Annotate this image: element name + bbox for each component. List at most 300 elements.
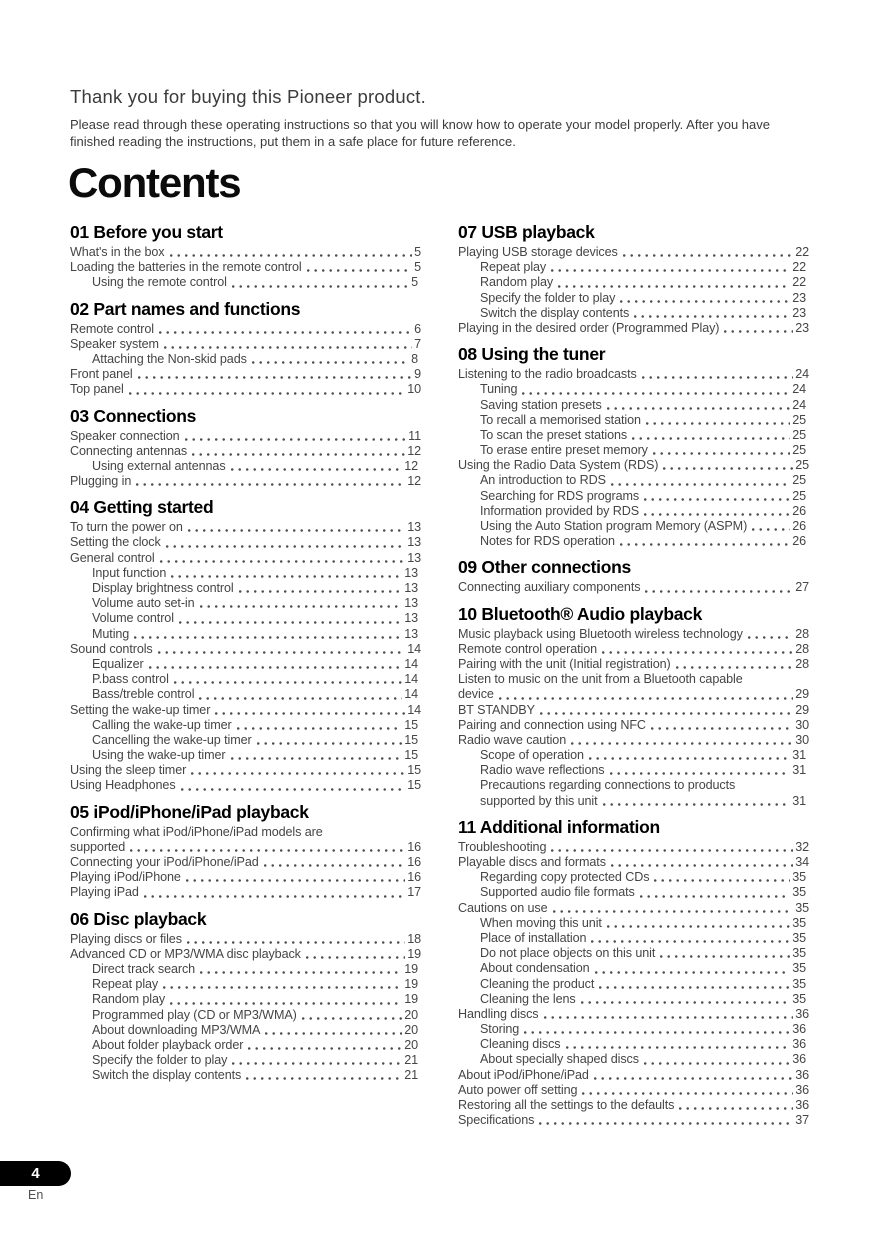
- toc-entry: [458, 840, 809, 855]
- dot-leader: [582, 1083, 793, 1098]
- toc-entry-label: Remote control: [70, 321, 154, 336]
- intro-body: Please read through these operating instructions so that you will know how to operate your model properly. After you have finished reading the instructions, put them in a safe place for future reference.: [70, 117, 770, 149]
- toc-entry-label: About iPod/iPhone/iPad: [458, 1067, 589, 1082]
- toc-entry-page: 5: [414, 260, 421, 275]
- toc-entry-label: Using the wake-up timer: [92, 748, 226, 763]
- toc-section: [70, 497, 421, 793]
- toc-entry-label: Connecting antennas: [70, 443, 188, 458]
- toc-entry-label: Scope of operation: [480, 748, 584, 763]
- toc-entry: [458, 504, 809, 519]
- toc-entry-label: Music playback using Bluetooth wireless technology: [458, 626, 743, 641]
- toc-entry-label: Playing USB storage devices: [458, 245, 618, 259]
- toc-entry: [458, 1068, 809, 1083]
- toc-entry-label: Advanced CD or MP3/WMA disc playback: [70, 946, 301, 961]
- toc-entry-label: Display brightness control: [92, 581, 234, 595]
- toc-entry: [458, 992, 809, 1007]
- toc-section-title: 01 Before you start: [70, 222, 223, 242]
- toc-entry: [458, 627, 809, 642]
- toc-entry-page: 35: [792, 991, 806, 1006]
- dot-leader: [200, 962, 402, 977]
- dot-leader: [174, 672, 402, 687]
- toc-entry-page: 20: [404, 1007, 418, 1022]
- toc-entry-label: Random play: [92, 992, 166, 1007]
- toc-entry: [70, 1068, 421, 1083]
- toc-entry: [458, 718, 809, 733]
- toc-entry-page: 35: [792, 885, 806, 900]
- toc-section-title: 11 Additional information: [458, 816, 660, 837]
- dot-leader: [160, 551, 406, 566]
- toc-entry-page: 36: [795, 1082, 809, 1097]
- toc-entry-label: supported by this unit: [480, 793, 598, 808]
- toc-entry-page: 35: [792, 976, 806, 991]
- toc-entry-label: Using the remote control: [92, 275, 227, 290]
- toc-entry-label: Specify the folder to play: [92, 1053, 228, 1068]
- toc-entry: [70, 535, 421, 550]
- toc-section-entries: [70, 322, 421, 398]
- dot-leader: [130, 840, 405, 855]
- toc-entry: [458, 885, 809, 900]
- toc-entry: [70, 977, 421, 992]
- dot-leader: [644, 489, 790, 504]
- toc-entry: [458, 687, 809, 702]
- toc-entry-page: 13: [404, 581, 418, 595]
- toc-entry-page: 8: [411, 351, 418, 366]
- toc-entry-page: 14: [407, 641, 421, 656]
- toc-entry-page: 13: [407, 550, 421, 565]
- toc-entry-page: 34: [795, 855, 809, 869]
- toc-section: [70, 222, 421, 291]
- toc-section-title: 07 USB playback: [458, 222, 595, 242]
- dot-leader: [558, 275, 790, 290]
- toc-entry-label: Specify the folder to play: [480, 290, 616, 305]
- toc-entry-label: Programmed play (CD or MP3/WMA): [92, 1007, 297, 1022]
- dot-leader: [136, 474, 405, 489]
- dot-leader: [602, 642, 793, 657]
- toc-entry-page: 31: [792, 748, 806, 763]
- toc-entry: [458, 321, 809, 336]
- toc-entry: [70, 551, 421, 566]
- toc-entry: [70, 870, 421, 885]
- dot-leader: [651, 718, 793, 733]
- dot-leader: [158, 642, 406, 657]
- dot-leader: [752, 519, 790, 534]
- dot-leader: [134, 627, 402, 642]
- toc-entry: [458, 946, 809, 961]
- toc-entry-page: 25: [795, 458, 809, 473]
- toc-section-title: 06 Disc playback: [70, 908, 207, 929]
- toc-entry-label: Using the sleep timer: [70, 763, 187, 778]
- toc-entry: [458, 382, 809, 397]
- dot-leader: [248, 1038, 402, 1053]
- toc-entry-label: BT STANDBY: [458, 702, 535, 717]
- toc-entry-label: Listen to music on the unit from a Bluetooth capable: [458, 672, 743, 687]
- toc-entry-label: Muting: [92, 626, 130, 641]
- toc-section-title: 02 Part names and functions: [70, 298, 301, 319]
- toc-entry: [458, 657, 809, 672]
- dot-leader: [620, 291, 790, 306]
- toc-entry-page: 19: [407, 946, 421, 961]
- toc-entry-page: 36: [795, 1098, 809, 1112]
- toc-entry: [458, 398, 809, 413]
- toc-entry: [70, 337, 421, 352]
- toc-entry: [70, 596, 421, 611]
- toc-entry: [458, 1113, 809, 1128]
- toc-entry-page: 19: [404, 977, 418, 992]
- toc-entry-label: Pairing with the unit (Initial registration): [458, 656, 671, 671]
- toc-section: [70, 802, 421, 901]
- toc-entry-label: What's in the box: [70, 245, 165, 259]
- toc-entry: [70, 885, 421, 900]
- toc-entry-label: Pairing and connection using NFC: [458, 717, 646, 732]
- toc-entry-page: 36: [792, 1037, 806, 1052]
- dot-leader: [540, 703, 793, 718]
- toc-entry: [458, 275, 809, 290]
- toc-entry: [70, 566, 421, 581]
- dot-leader: [566, 1037, 791, 1052]
- toc-entry-page: 15: [407, 778, 421, 793]
- toc-entry-page: 35: [792, 946, 806, 961]
- toc-entry: [70, 763, 421, 778]
- toc-entry-label: Troubleshooting: [458, 839, 547, 854]
- toc-entry: [458, 534, 809, 549]
- toc-entry: [70, 733, 421, 748]
- toc-entry-label: Input function: [92, 565, 167, 580]
- toc-entry: [458, 901, 809, 916]
- toc-entry-page: 20: [404, 1037, 418, 1052]
- dot-leader: [611, 855, 793, 870]
- toc-entry-label: Volume control: [92, 611, 174, 626]
- toc-entry-page: 35: [792, 961, 806, 976]
- toc-entry: [70, 1053, 421, 1068]
- toc-entry: [458, 733, 809, 748]
- toc-entry: [458, 1037, 809, 1052]
- toc-entry-page: 13: [404, 565, 418, 580]
- toc-entry: [458, 473, 809, 488]
- toc-entry-label: Confirming what iPod/iPhone/iPad models are: [70, 824, 323, 839]
- toc-column-left: [70, 222, 421, 1136]
- toc-entry: [458, 961, 809, 976]
- toc-entry: [458, 977, 809, 992]
- toc-entry-label: Playing iPad: [70, 885, 139, 900]
- toc-entry-page: 28: [795, 641, 809, 656]
- toc-entry: [70, 275, 421, 290]
- toc-entry-label: Do not place objects on this unit: [480, 946, 656, 961]
- toc-entry-page: 6: [414, 321, 421, 336]
- toc-entry: [70, 245, 421, 260]
- toc-entry-page: 24: [792, 397, 806, 412]
- toc-entry-page: 21: [404, 1068, 418, 1083]
- toc-entry-page: 24: [795, 367, 809, 382]
- dot-leader: [159, 322, 412, 337]
- toc-section: [70, 406, 421, 490]
- dot-leader: [199, 687, 402, 702]
- toc-entry: [70, 1008, 421, 1023]
- toc-entry-page: 37: [795, 1113, 809, 1128]
- toc-entry-page: 26: [792, 519, 806, 533]
- toc-entry: [458, 1052, 809, 1067]
- dot-leader: [544, 1007, 794, 1022]
- toc-entry: [70, 474, 421, 489]
- toc-section-entries: [458, 580, 809, 595]
- toc-entry-page: 25: [792, 473, 806, 488]
- toc-entry: [70, 657, 421, 672]
- dot-leader: [200, 596, 403, 611]
- toc-entry-page: 16: [407, 855, 421, 869]
- dot-leader: [603, 794, 791, 809]
- toc-entry-label: Cleaning the lens: [480, 991, 576, 1006]
- dot-leader: [623, 245, 793, 260]
- toc-entry: [458, 458, 809, 473]
- page-title: Contents: [68, 159, 241, 206]
- dot-leader: [171, 566, 402, 581]
- toc-entry: [458, 260, 809, 275]
- toc-entry: [458, 794, 809, 809]
- toc-entry-page: 10: [407, 382, 421, 397]
- dot-leader: [646, 413, 790, 428]
- toc-entry-page: 13: [404, 596, 418, 611]
- toc-section-title: 09 Other connections: [458, 557, 631, 578]
- dot-leader: [191, 763, 405, 778]
- toc-entry: [70, 748, 421, 763]
- toc-entry-label: Playable discs and formats: [458, 855, 606, 869]
- toc-entry: [458, 763, 809, 778]
- toc-entry-label: Restoring all the settings to the defaults: [458, 1098, 675, 1112]
- toc-entry-page: 22: [795, 245, 809, 259]
- toc-entry-page: 12: [407, 443, 421, 458]
- toc-entry: [458, 1022, 809, 1037]
- toc-entry: [70, 444, 421, 459]
- toc-section-entries: [458, 367, 809, 549]
- dot-leader: [163, 977, 402, 992]
- dot-leader: [634, 306, 790, 321]
- dot-leader: [186, 870, 405, 885]
- toc-entry: [458, 413, 809, 428]
- dot-leader: [654, 870, 790, 885]
- toc-entry-page: 30: [795, 732, 809, 747]
- dot-leader: [594, 1068, 793, 1083]
- toc-entry: [70, 322, 421, 337]
- toc-entry-label: Handling discs: [458, 1006, 539, 1021]
- toc-entry-page: 35: [795, 900, 809, 915]
- toc-entry-label: supported: [70, 839, 126, 854]
- toc-entry: [458, 916, 809, 931]
- toc-entry: [458, 1083, 809, 1098]
- toc-entry-page: 16: [407, 870, 421, 885]
- toc-entry-page: 14: [404, 672, 418, 687]
- toc-entry-label: Connecting auxiliary components: [458, 580, 641, 595]
- toc-section-title: 10 Bluetooth® Audio playback: [458, 603, 703, 624]
- toc-entry-label: Precautions regarding connections to products: [480, 778, 736, 793]
- toc-section: [458, 604, 809, 809]
- toc-entry: [70, 611, 421, 626]
- page-number-tab: [0, 1161, 71, 1186]
- toc-entry-page: 17: [407, 885, 421, 900]
- toc-entry: [70, 642, 421, 657]
- toc-entry: [458, 703, 809, 718]
- toc-entry-label: Switch the display contents: [480, 305, 630, 320]
- toc-entry: [458, 778, 809, 793]
- toc-entry: [70, 778, 421, 793]
- toc-section: [70, 909, 421, 1084]
- toc-section-entries: [70, 245, 421, 291]
- toc-entry-page: 12: [407, 474, 421, 489]
- dot-leader: [724, 321, 793, 336]
- toc-entry-page: 5: [414, 245, 421, 259]
- page-content: [70, 86, 810, 1136]
- toc-entry-label: Playing in the desired order (Programmed Play): [458, 320, 720, 335]
- toc-entry: [70, 260, 421, 275]
- toc-entry: [70, 627, 421, 642]
- toc-entry-label: Playing discs or files: [70, 931, 182, 946]
- toc-entry-label: device: [458, 687, 494, 702]
- toc-entry-page: 27: [795, 580, 809, 595]
- toc-section: [458, 344, 809, 549]
- dot-leader: [620, 534, 790, 549]
- toc-entry-label: Speaker connection: [70, 428, 180, 443]
- toc-entry-page: 29: [795, 687, 809, 702]
- toc-section-entries: [70, 825, 421, 901]
- toc-entry: [70, 352, 421, 367]
- toc-entry: [70, 459, 421, 474]
- toc-entry-page: 26: [792, 534, 806, 549]
- dot-leader: [571, 733, 793, 748]
- dot-leader: [581, 992, 791, 1007]
- toc-entry: [70, 581, 421, 596]
- toc-section-title: 03 Connections: [70, 405, 197, 426]
- dot-leader: [748, 627, 793, 642]
- toc-entry-page: 36: [795, 1067, 809, 1082]
- toc-entry-label: Radio wave caution: [458, 732, 567, 747]
- toc-entry-label: When moving this unit: [480, 915, 602, 930]
- toc-entry-page: 14: [407, 702, 421, 717]
- dot-leader: [264, 855, 406, 870]
- toc-entry-label: Direct track search: [92, 961, 196, 976]
- dot-leader: [306, 947, 405, 962]
- dot-leader: [632, 428, 790, 443]
- toc-entry-label: Attaching the Non-skid pads: [92, 351, 247, 366]
- toc-entry-label: Calling the wake-up timer: [92, 717, 232, 732]
- page-number: 4: [31, 1165, 40, 1182]
- toc-entry-page: 22: [792, 275, 806, 290]
- dot-leader: [188, 520, 405, 535]
- toc-entry-page: 32: [795, 839, 809, 854]
- toc-entry: [458, 1007, 809, 1022]
- toc-entry: [458, 870, 809, 885]
- dot-leader: [149, 657, 403, 672]
- toc-entry-label: Using the Auto Station program Memory (ASPM): [480, 519, 748, 533]
- toc-section-title: 04 Getting started: [70, 497, 214, 518]
- dot-leader: [676, 657, 794, 672]
- toc-column-right: [458, 222, 809, 1136]
- toc-section: [458, 557, 809, 595]
- toc-entry-page: 31: [792, 763, 806, 778]
- toc-entry-label: General control: [70, 550, 155, 565]
- toc-entry-page: 14: [404, 687, 418, 702]
- toc-entry: [70, 672, 421, 687]
- dot-leader: [302, 1008, 402, 1023]
- toc-entry: [70, 992, 421, 1007]
- toc-entry-label: Bass/treble control: [92, 687, 195, 702]
- dot-leader: [644, 1052, 790, 1067]
- toc-entry-label: Top panel: [70, 382, 124, 397]
- dot-leader: [265, 1023, 402, 1038]
- toc-entry: [458, 580, 809, 595]
- toc-entry: [70, 825, 421, 840]
- toc-entry-page: 19: [404, 992, 418, 1007]
- toc-entry-page: 13: [404, 611, 418, 626]
- dot-leader: [246, 1068, 402, 1083]
- toc-entry: [70, 1023, 421, 1038]
- toc-section-entries: [458, 840, 809, 1129]
- dot-leader: [307, 260, 412, 275]
- toc-entry-page: 11: [408, 428, 421, 443]
- toc-entry: [70, 840, 421, 855]
- dot-leader: [257, 733, 403, 748]
- toc-entry-label: To scan the preset stations: [480, 427, 628, 442]
- table-of-contents: [70, 222, 810, 1136]
- dot-leader: [215, 703, 405, 718]
- toc-entry-label: Speaker system: [70, 336, 159, 351]
- toc-entry: [70, 855, 421, 870]
- dot-leader: [551, 260, 790, 275]
- dot-leader: [642, 367, 793, 382]
- toc-entry-label: Cancelling the wake-up timer: [92, 732, 252, 747]
- toc-entry: [70, 703, 421, 718]
- toc-entry-label: Place of installation: [480, 930, 587, 945]
- toc-section: [458, 222, 809, 336]
- dot-leader: [192, 444, 405, 459]
- dot-leader: [591, 931, 790, 946]
- dot-leader: [640, 885, 790, 900]
- toc-entry-label: P.bass control: [92, 672, 169, 687]
- toc-entry-page: 35: [792, 870, 806, 885]
- toc-entry-page: 26: [792, 503, 806, 518]
- toc-entry-page: 23: [795, 320, 809, 335]
- dot-leader: [231, 459, 403, 474]
- toc-entry-page: 35: [792, 930, 806, 945]
- dot-leader: [539, 1113, 793, 1128]
- toc-entry-label: Repeat play: [480, 260, 547, 275]
- toc-entry-label: Specifications: [458, 1113, 535, 1128]
- dot-leader: [164, 337, 412, 352]
- toc-entry-label: Information provided by RDS: [480, 503, 639, 518]
- toc-entry-label: Saving station presets: [480, 397, 602, 412]
- toc-entry-page: 21: [404, 1053, 418, 1068]
- toc-entry-label: About specially shaped discs: [480, 1052, 639, 1067]
- toc-entry-page: 25: [792, 412, 806, 427]
- toc-entry-label: Loading the batteries in the remote control: [70, 260, 302, 275]
- toc-entry-label: Using external antennas: [92, 458, 226, 473]
- toc-entry: [458, 1098, 809, 1113]
- dot-leader: [179, 611, 402, 626]
- toc-entry: [70, 932, 421, 947]
- dot-leader: [181, 778, 406, 793]
- toc-entry-label: Plugging in: [70, 474, 132, 489]
- dot-leader: [185, 429, 407, 444]
- dot-leader: [679, 1098, 793, 1113]
- toc-entry: [458, 931, 809, 946]
- dot-leader: [653, 443, 790, 458]
- toc-entry: [458, 748, 809, 763]
- toc-entry-label: Sound controls: [70, 641, 153, 656]
- dot-leader: [644, 504, 790, 519]
- toc-entry-page: 29: [795, 702, 809, 717]
- toc-entry: [70, 520, 421, 535]
- toc-entry: [70, 962, 421, 977]
- toc-entry-label: Connecting your iPod/iPhone/iPad: [70, 855, 259, 869]
- toc-entry-label: Random play: [480, 275, 554, 290]
- toc-entry-page: 28: [795, 656, 809, 671]
